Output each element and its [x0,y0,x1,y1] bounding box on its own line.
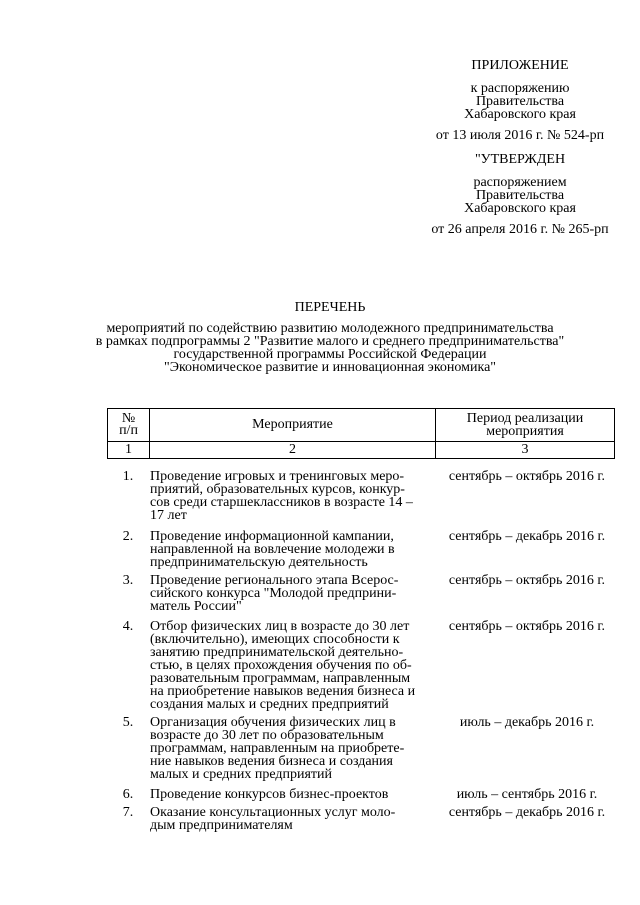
header-num [108,409,150,442]
row-event [150,470,435,522]
row-event-line: создания малых и средних предприятий [150,697,389,712]
row-event-line: разовательным программам, направленным [150,671,411,686]
approved-line: Правительства [475,188,565,203]
row-number: 7. [122,805,134,820]
approved-title: "УТВЕРЖДЕН [474,152,566,167]
row-event [150,716,435,781]
row-period: сентябрь – октябрь 2016 г. [448,619,606,634]
row-event-line: Отбор физических лиц в возрасте до 30 лет [150,619,410,634]
appendix-date: от 13 июля 2016 г. № 524-рп [435,128,605,143]
header-period-line: мероприятия [486,424,564,439]
header-period [436,409,615,442]
column-number-3: 3 [436,442,615,459]
row-number: 5. [122,715,134,730]
row-event-line: сов среди старшеклассников в возрасте 14 – [150,495,413,510]
document-subtitle-line: мероприятий по содействию развитию молодежного предпринимательства [106,321,554,336]
row-number: 6. [122,787,134,802]
appendix-line: Правительства [475,94,565,109]
approved-line: распоряжением [473,175,567,190]
document-subtitle-line: государственной программы Российской Федерации [173,347,487,362]
column-number-2: 2 [150,442,436,459]
row-period: июль – декабрь 2016 г. [459,715,595,730]
row-event-line: Проведение регионального этапа Всерос- [150,573,399,588]
row-event-line: приятий, образовательных курсов, конкур- [150,482,405,497]
row-event [150,530,435,569]
row-event-line: дым предпринимателям [150,818,293,833]
row-event-line: сийского конкурса "Молодой предприни- [150,586,397,601]
approved-date: от 26 апреля 2016 г. № 265-рп [431,222,609,237]
appendix-title: ПРИЛОЖЕНИЕ [471,58,569,73]
row-event [150,788,435,801]
row-event-line: матель России" [150,599,242,614]
header-num-line: № [121,411,136,426]
row-period: июль – сентябрь 2016 г. [456,787,598,802]
row-event-line: направленной на вовлечение молодежи в [150,542,395,557]
header-period-line: Период реализации [466,411,584,426]
row-event-line: на приобретение навыков ведения бизнеса и [150,684,416,699]
row-event-line: предпринимательскую деятельность [150,555,368,570]
row-event-line: (включительно), имеющих способности к [150,632,400,647]
row-event-line: ние навыков ведения бизнеса и создания [150,754,393,769]
row-event-line: Проведение игровых и тренинговых меро- [150,469,405,484]
row-event [150,574,435,613]
document-title: ПЕРЕЧЕНЬ [294,300,366,315]
row-period: сентябрь – декабрь 2016 г. [448,529,606,544]
row-event-line: стью, в целях прохождения обучения по об- [150,658,412,673]
row-event-line: малых и средних предприятий [150,767,333,782]
row-event [150,806,435,832]
document-subtitle-line: в рамках подпрограммы 2 "Развитие малого и среднего предпринимательства" [95,334,565,349]
appendix-line: к распоряжению [470,81,570,96]
row-number: 4. [122,619,134,634]
header-num-line: п/п [119,423,138,438]
row-number: 2. [122,529,134,544]
column-number-1: 1 [108,442,150,459]
row-event-line: возрасте до 30 лет по образовательным [150,728,384,743]
row-event-line: Проведение конкурсов бизнес-проектов [150,787,389,802]
row-period: сентябрь – октябрь 2016 г. [448,573,606,588]
appendix-block [400,58,640,142]
row-number: 1. [122,469,134,484]
row-event [150,620,435,711]
approved-block [400,152,640,236]
document-heading [60,300,600,374]
row-event-line: Проведение информационной кампании, [150,529,394,544]
row-event-line: программам, направленным на приобрете- [150,741,405,756]
document-subtitle-line: "Экономическое развитие и инновационная экономика" [163,360,496,375]
row-period: сентябрь – декабрь 2016 г. [448,805,606,820]
row-event-line: Организация обучения физических лиц в [150,715,396,730]
events-table-header [107,408,615,459]
row-event-line: занятию предпринимательской деятельно- [150,645,404,660]
row-event-line: Оказание консультационных услуг моло- [150,805,396,820]
header-event: Мероприятие [150,409,436,442]
row-event-line: 17 лет [150,508,187,523]
appendix-line: Хабаровского края [464,107,576,122]
row-period: сентябрь – октябрь 2016 г. [448,469,606,484]
approved-line: Хабаровского края [464,201,576,216]
row-number: 3. [122,573,134,588]
